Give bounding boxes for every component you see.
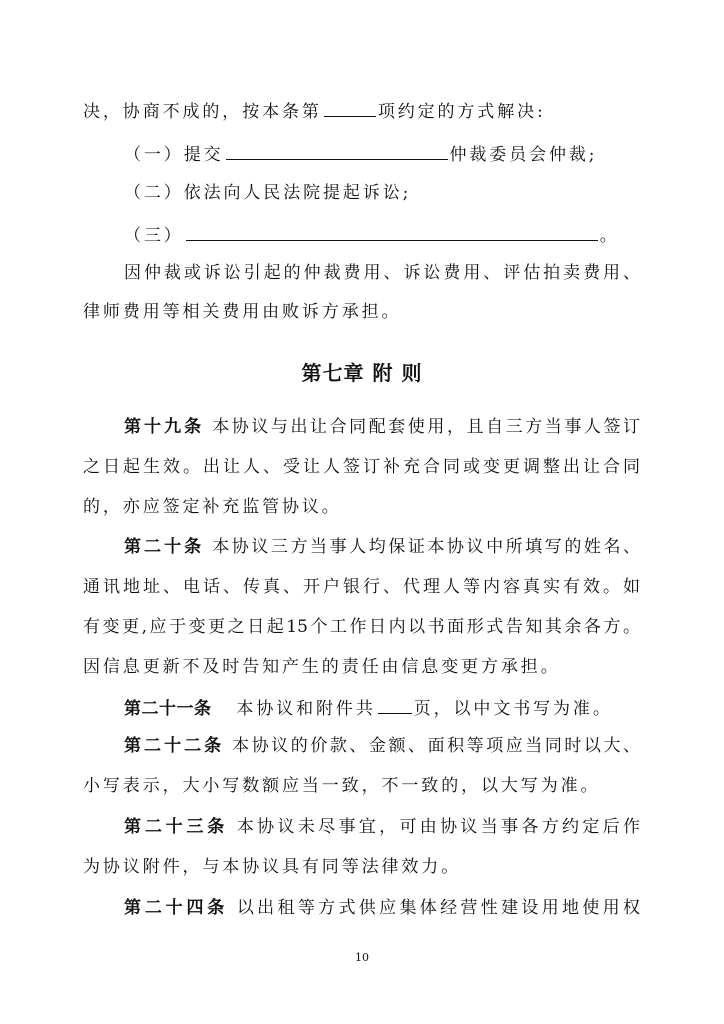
text-line — [124, 223, 620, 247]
text-line: （二）依法向人民法院提起诉讼; — [124, 183, 412, 203]
article-title: 第二十条 — [124, 537, 205, 557]
text-line: 因信息更新不及时告知产生的责任由信息变更方承担。 — [83, 657, 561, 677]
text: 页，以中文书写为准。 — [413, 699, 613, 719]
text-line: 律师费用等相关费用由败诉方承担。 — [83, 302, 402, 322]
article-22 — [124, 735, 640, 757]
text: 本协议的价款、金额、面积等项应当同时以大、 — [232, 736, 641, 756]
article-title: 第二十三条 — [124, 817, 229, 837]
text: 本协议三方当事人均保证本协议中所填写的姓名、 — [212, 537, 641, 557]
text: 仲裁委员会仲裁; — [449, 145, 598, 165]
text: 本协议和附件共 — [236, 699, 376, 719]
article-23 — [124, 816, 640, 838]
text-line — [124, 142, 597, 166]
article-title: 第二十一条 — [124, 699, 212, 719]
chapter-heading: 第七章 附 则 — [301, 361, 423, 385]
text-line: 小写表示，大小写数额应当一致，不一致的，以大写为准。 — [83, 776, 601, 796]
fill-in-blank[interactable] — [186, 223, 598, 241]
text: （一）提交 — [124, 145, 224, 165]
text: 本协议与出让合同配套使用，且自三方当事人签订 — [212, 417, 641, 437]
text: 项约定的方式解决: — [377, 102, 546, 122]
text: 以出租等方式供应集体经营性建设用地使用权 — [236, 898, 641, 918]
article-21 — [124, 696, 613, 720]
text: 决，协商不成的，按本条第 — [83, 102, 322, 122]
text-line — [83, 99, 546, 123]
article-20 — [124, 536, 640, 558]
article-title: 第二十二条 — [124, 736, 225, 756]
article-title: 第二十四条 — [124, 898, 229, 918]
text-line: 有变更,应于变更之日起15个工作日内以书面形式告知其余各方。 — [83, 617, 640, 637]
text: 本协议未尽事宜，可由协议当事各方约定后作 — [236, 817, 641, 837]
text: （三） — [124, 226, 184, 246]
text-line: 的，亦应签定补充监管协议。 — [83, 497, 342, 517]
fill-in-blank[interactable] — [324, 99, 376, 117]
fill-in-blank[interactable] — [226, 142, 448, 160]
text-line: 因仲裁或诉讼引起的仲裁费用、诉讼费用、评估拍卖费用、 — [124, 263, 640, 283]
page-number: 10 — [355, 951, 369, 964]
text-line: 之日起生效。出让人、受让人签订补充合同或变更调整出让合同 — [83, 457, 640, 477]
article-19 — [124, 416, 640, 438]
text-line: 通讯地址、电话、传真、开户银行、代理人等内容真实有效。如 — [83, 577, 640, 597]
fill-in-blank[interactable] — [378, 696, 412, 714]
text-line: 为协议附件，与本协议具有同等法律效力。 — [83, 857, 462, 877]
text: 。 — [599, 226, 620, 246]
article-24 — [124, 897, 640, 919]
article-title: 第十九条 — [124, 417, 205, 437]
